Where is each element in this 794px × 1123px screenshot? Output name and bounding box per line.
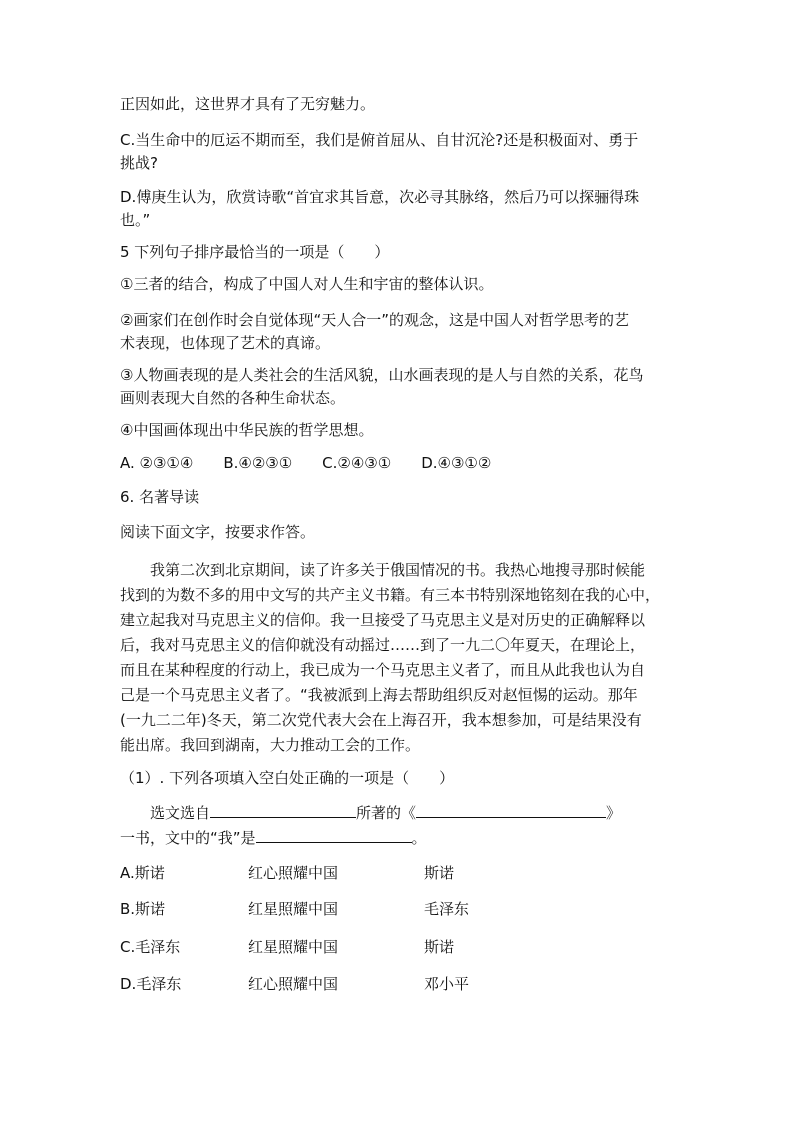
fill-text: 选文选自 xyxy=(120,804,211,822)
fill-text: 》 xyxy=(606,804,622,822)
sub-question-1: （1）. 下列各项填入空白处正确的一项是（ ） xyxy=(120,769,455,787)
fill-in-line xyxy=(120,801,621,824)
fill-text: 一书，文中的“我”是 xyxy=(120,829,256,847)
sentence-1: ①三者的结合，构成了中国人对人生和宇宙的整体认识。 xyxy=(120,275,494,293)
choice-me: 毛泽东 xyxy=(424,900,470,918)
passage-line: 找到的为数不多的用中文写的共产主义书籍。有三本书特别深地铭刻在我的心中， xyxy=(120,586,661,604)
choice-book: 红心照耀中国 xyxy=(248,975,339,993)
choice-me: 斯诺 xyxy=(424,938,455,956)
fill-text: 所著的《 xyxy=(356,804,417,822)
question-5-options: A. ②③①④ B.④②③① C.②④③① D.④③①② xyxy=(120,454,492,472)
choice-letter: B.斯诺 xyxy=(120,900,166,918)
sentence-2: ②画家们在创作时会自觉体现“天人合一”的观念，这是中国人对哲学思考的艺 xyxy=(120,311,629,329)
passage-line: 而且在某种程度的行动上，我已成为一个马克思主义者了，而且从此我也认为自 xyxy=(120,661,646,679)
passage-line: 我第二次到北京期间，读了许多关于俄国情况的书。我热心地搜寻那时候能 xyxy=(120,561,646,579)
option-c-cont: 挑战? xyxy=(120,154,158,172)
choice-book: 红星照耀中国 xyxy=(248,900,339,918)
choice-letter: A.斯诺 xyxy=(120,864,165,882)
option-c-line: C.当生命中的厄运不期而至，我们是俯首屈从、自甘沉沦?还是积极面对、勇于 xyxy=(120,131,639,149)
fill-in-line-cont xyxy=(120,826,427,849)
blank-book[interactable] xyxy=(416,801,606,818)
sentence-4: ④中国画体现出中华民族的哲学思想。 xyxy=(120,421,374,439)
passage-line: 己是一个马克思主义者了。“我被派到上海去帮助组织反对赵恒惕的运动。那年 xyxy=(120,686,638,704)
passage-line: 能出席。我回到湖南，大力推动工会的工作。 xyxy=(120,736,421,754)
sentence-2-cont: 术表现，也体现了艺术的真谛。 xyxy=(120,334,331,352)
choice-book: 红星照耀中国 xyxy=(248,938,339,956)
blank-me[interactable] xyxy=(256,826,412,843)
choice-letter: D.毛泽东 xyxy=(120,975,182,993)
passage-line: 建立起我对马克思主义的信仰。我一旦接受了马克思主义是对历史的正确解释以 xyxy=(120,611,646,629)
blank-author[interactable] xyxy=(210,801,356,818)
option-d-line: D.傅庚生认为，欣赏诗歌“首宜求其旨意，次必寻其脉络，然后乃可以探骊得珠 xyxy=(120,188,640,206)
question-6-heading: 6. 名著导读 xyxy=(120,488,200,506)
question-5-heading: 5 下列句子排序最恰当的一项是（ ） xyxy=(120,243,390,261)
sentence-3-cont: 画则表现大自然的各种生命状态。 xyxy=(120,389,346,407)
instruction: 阅读下面文字，按要求作答。 xyxy=(120,523,316,541)
text-line: 正因如此，这世界才具有了无穷魅力。 xyxy=(120,95,376,113)
choice-me: 邓小平 xyxy=(424,975,470,993)
choice-book: 红心照耀中国 xyxy=(248,864,339,882)
option-d-cont: 也。” xyxy=(120,211,151,229)
choice-me: 斯诺 xyxy=(424,864,455,882)
choice-letter: C.毛泽东 xyxy=(120,938,181,956)
sentence-3: ③人物画表现的是人类社会的生活风貌，山水画表现的是人与自然的关系，花鸟 xyxy=(120,366,644,384)
fill-text: 。 xyxy=(411,829,427,847)
passage-line: (一九二二年)冬天，第二次党代表大会在上海召开，我本想参加，可是结果没有 xyxy=(120,711,642,729)
passage-line: 后，我对马克思主义的信仰就没有动摇过……到了一九二〇年夏天，在理论上， xyxy=(120,636,646,654)
